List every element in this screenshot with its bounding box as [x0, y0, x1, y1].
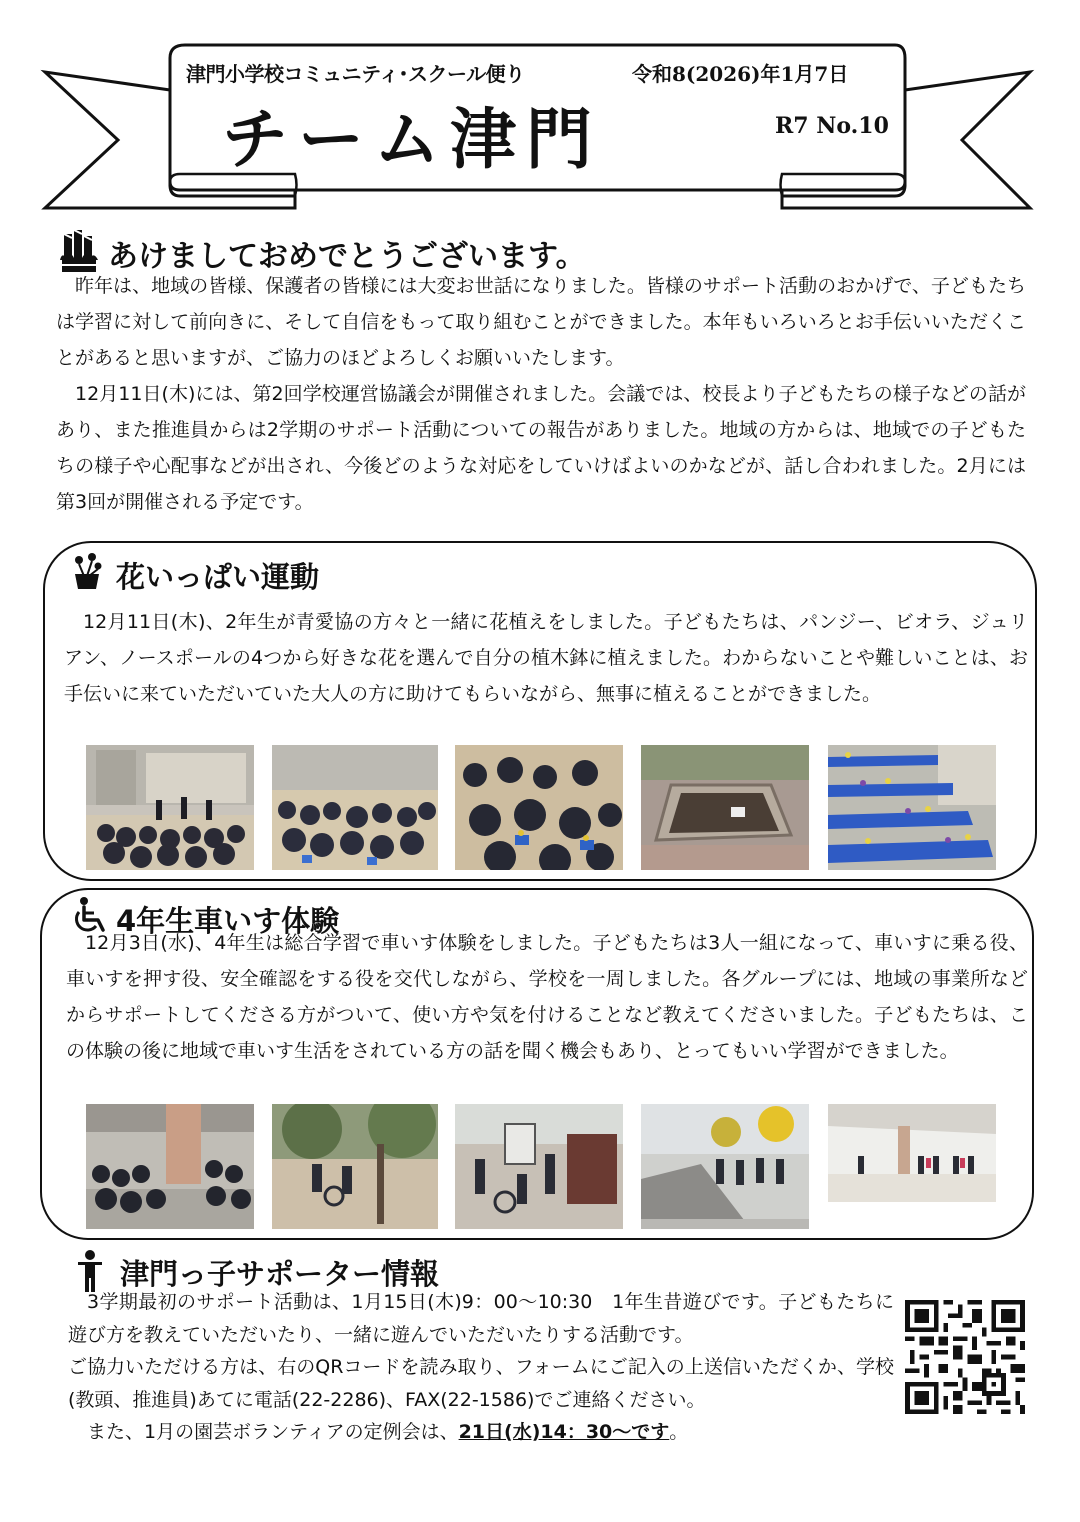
qr-code[interactable]: [905, 1300, 1025, 1414]
supporter-line-3: [68, 1416, 894, 1449]
masthead-subtitle: 津門小学校コミュニティ･スクール便り: [186, 62, 525, 86]
photo-wheelchair-1: [86, 1104, 254, 1229]
photo-flowers-5: [828, 745, 996, 870]
masthead-issue: R7 No.10: [775, 113, 889, 139]
masthead-title: チーム津門: [222, 101, 602, 178]
photo-wheelchair-5: [828, 1104, 996, 1202]
meeting-datetime: 21日(水)14：30～です: [458, 1421, 670, 1443]
supporter-line-3-prefix: また、1月の園芸ボランティアの定例会は、: [87, 1421, 459, 1443]
supporter-body: [68, 1286, 894, 1449]
section-heading-supporter: 津門っ子サポーター情報: [120, 1257, 440, 1291]
flowers-paragraph: 12月11日(木)、2年生が青愛協の方々と一緒に花植えをしました。子どもたちは、パンジー、ビオラ、ジュリアン、ノースポールの4つから好きな花を選んで自分の植木鉢に植えました。わからないことや難しいことは、お手伝いに来ていただいていた大人の方に助けてもらいながら、無事に植えることができました。: [64, 611, 1028, 705]
newyear-paragraph-1: 昨年は、地域の皆様、保護者の皆様には大変お世話になりました。皆様のサポート活動のおかげで、子どもたちは学習に対して前向きに、そして自信をもって取り組むことができました。本年もいろいろとお手伝いいただくことがあると思いますが、ご協力のほどよろしくお願いいたします。: [56, 275, 1026, 369]
supporter-line-3-suffix: 。: [669, 1421, 689, 1443]
photo-wheelchair-2: [272, 1104, 438, 1229]
flower-pot-icon: [70, 552, 104, 590]
supporter-line-1: 3学期最初のサポート活動は、1月15日(木)9：00～10:30 1年生昔遊びです。子どもたちに遊び方を教えていただいたり、一緒に遊んでいただいたりする活動です。: [68, 1291, 894, 1346]
photo-flowers-4: [641, 745, 809, 870]
section-heading-flowers: 花いっぱい運動: [116, 560, 320, 594]
photo-flowers-3: [455, 745, 623, 870]
flowers-body: [64, 604, 1028, 712]
photo-flowers-2: [272, 745, 438, 870]
masthead-date: 令和8(2026)年1月7日: [632, 62, 849, 86]
photo-wheelchair-4: [641, 1104, 809, 1229]
newyear-body: [56, 268, 1026, 520]
wheelchair-paragraph: 12月3日(水)、4年生は総合学習で車いす体験をしました。子どもたちは3人一組になって、車いすに乗る役、車いすを押す役、安全確認をする役を交代しながら、学校を一周しました。各グループには、地域の事業所などからサポートしてくださる方がついて、使い方や気を付けることなど教えてくださいました。子どもたちは、この体験の後に地域で車いす生活をされている方の話を聞く機会もあり、とってもいい学習ができました。: [66, 932, 1028, 1062]
supporter-line-2: ご協力いただける方は、右のQRコードを読み取り、フォームにご記入の上送信いただくか、学校(教頭、推進員)あてに電話(22-2286)、FAX(22-1586)でご連絡ください。: [68, 1356, 894, 1411]
newyear-paragraph-2: 12月11日(木)には、第2回学校運営協議会が開催されました。会議では、校長より子どもたちの様子などの話があり、また推進員からは2学期のサポート活動についての報告がありました。地域の方からは、地域での子どもたちの様子や心配事などが出され、今後どのような対応をしていけばよいのかなどが、話し合われました。2月には第3回が開催される予定です。: [56, 383, 1026, 513]
photo-wheelchair-3: [455, 1104, 623, 1229]
photo-flowers-1: [86, 745, 254, 870]
wheelchair-body: [66, 925, 1028, 1069]
section-heading-newyear: あけましておめでとうございます。: [108, 239, 586, 274]
section-heading-wheelchair: 4年生車いす体験: [116, 904, 340, 938]
